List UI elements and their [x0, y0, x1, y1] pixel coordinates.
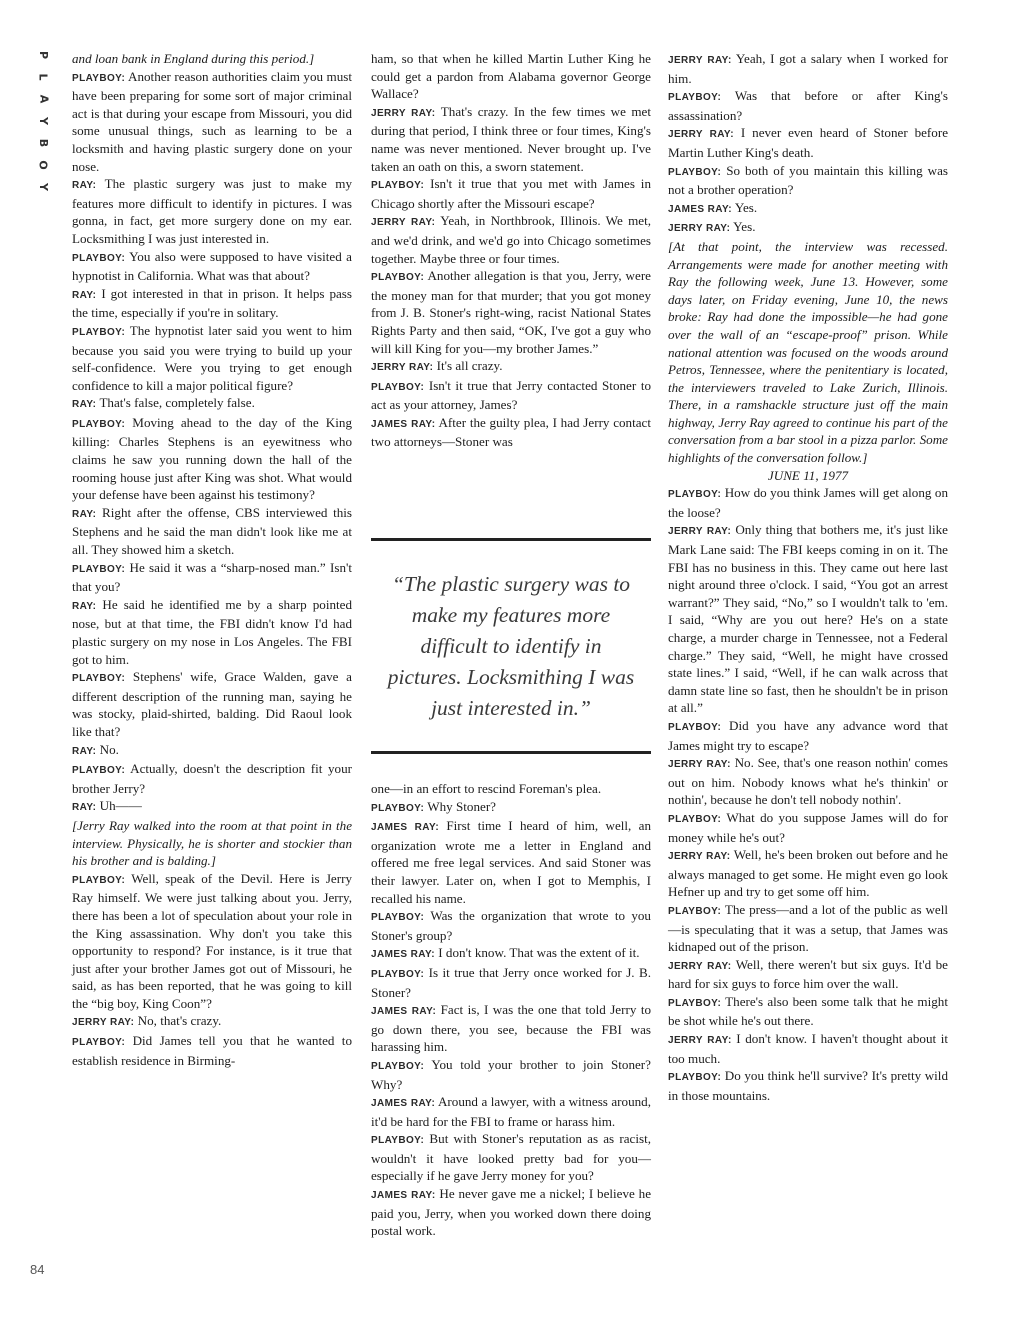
paragraph-text: The hypnotist later said you went to him because you said you were trying to build up your self-confidence. Were you trying to get enough confidence to kill a major political figure?: [72, 322, 353, 393]
paragraph-text: But with Stoner's reputation as as racist, wouldn't it have looked pretty bad for you—especially if he gave Jerry money for you?: [371, 1131, 651, 1184]
paragraph-text: I got interested in that in prison. It helps pass the time, especially if you're in solitary.: [72, 285, 352, 321]
speaker-label: PLAYBOY:: [668, 721, 722, 733]
interview-paragraph: [668, 124, 948, 161]
interview-paragraph: [668, 846, 948, 901]
paragraph-text: What do you suppose James will do for money while he's out?: [668, 809, 948, 845]
paragraph-text: [At that point, the interview was recessed. Arrangements were made for another meeting with Ray the following week, June 13. However, some days later, on Friday evening, June 10, the news broke: Ray had done the impossible—he had gone over the wall of an “escape-proof” prison. While national attention was focused on the woods around Petros, Tennessee, where the penitentiary is located, the interviewers traveled to Lake Zurich, Illinois. There, in a ramshackle structure just off the main highway, Jerry Ray agreed to continue his part of the conversation from a bar stool in a pizza parlor. Some highlights of the conversation follow.]: [668, 238, 948, 466]
spine-letter: Y: [37, 183, 50, 191]
speaker-label: PLAYBOY:: [371, 272, 425, 284]
speaker-label: PLAYBOY:: [668, 92, 722, 104]
interview-paragraph: [371, 944, 651, 964]
speaker-label: PLAYBOY:: [371, 912, 425, 924]
paragraph-text: No, that's crazy.: [137, 1013, 222, 1029]
interview-paragraph: [668, 956, 948, 993]
speaker-label: JERRY RAY:: [371, 362, 434, 374]
speaker-label: JERRY RAY:: [668, 55, 732, 66]
pull-quote: [371, 538, 651, 754]
speaker-label: PLAYBOY:: [72, 252, 126, 264]
interview-paragraph: [72, 1032, 352, 1069]
paragraph-text: Was that before or after King's assassination?: [668, 88, 949, 123]
speaker-label: PLAYBOY:: [371, 802, 425, 814]
speaker-label: PLAYBOY:: [668, 813, 722, 825]
interview-paragraph: [72, 175, 352, 247]
paragraph-text: He said it was a “sharp-nosed man.” Isn't that you?: [72, 559, 352, 595]
interview-paragraph: [668, 717, 948, 754]
paragraph-text: There's also been some talk that he might be shot while he's out there.: [668, 993, 948, 1029]
paragraph-text: After the guilty plea, I had Jerry contact two attorneys—Stoner was: [371, 414, 651, 450]
speaker-label: JAMES RAY:: [371, 418, 436, 430]
interview-paragraph: [72, 414, 352, 504]
paragraph-text: Only thing that bothers me, it's just like Mark Lane said: The FBI keeps coming in on it. The FBI has no business in this. They came out here last night around three o'clock. I said, “You got an arrest warrant?” They said, “No,” so I wouldn't talk to 'em. I said, “Why are you out here? He's on a state charge, a murder charge in Tennessee, not a Federal charge.” They said, “Well, he might have crossed state lines.” I said, “Well, if he can walk across that damn state line so fast, then he shouldn't be in prison at all.”: [668, 522, 948, 716]
interview-paragraph: [72, 1012, 352, 1032]
interview-paragraph: [72, 870, 352, 1013]
spine-letter: B: [36, 138, 50, 148]
speaker-label: RAY:: [72, 289, 97, 301]
paragraph-text: Stephens' wife, Grace Walden, gave a different description of the running man, saying he was stocky, plaid-shirted, balding. Did Raoul look like that?: [72, 669, 352, 739]
paragraph-text: Uh——: [99, 798, 142, 814]
speaker-label: PLAYBOY:: [668, 166, 722, 178]
speaker-label: JAMES RAY:: [371, 949, 436, 961]
paragraph-text: No.: [99, 741, 119, 757]
paragraph-text: So both of you maintain this killing was not a brother operation?: [668, 162, 948, 198]
dateline: [668, 467, 948, 485]
interview-paragraph: [371, 212, 651, 267]
paragraph-text: Did you have any advance word that James might try to escape?: [668, 717, 948, 753]
interview-paragraph: [668, 809, 948, 846]
interview-paragraph: [371, 357, 651, 377]
speaker-label: JERRY RAY:: [668, 960, 732, 972]
interview-paragraph: [371, 907, 651, 944]
speaker-label: RAY:: [72, 508, 97, 520]
speaker-label: RAY:: [72, 745, 97, 757]
speaker-label: JAMES RAY:: [371, 822, 440, 834]
continuation-paragraph: [371, 780, 651, 798]
paragraph-text: Did James tell you that he wanted to establish residence in Birming-: [72, 1033, 352, 1068]
paragraph-text: [Jerry Ray walked into the room at that point in the interview. Physically, he is shorter and stockier than his brother and is balding.]: [72, 817, 352, 869]
interview-paragraph: [72, 504, 352, 559]
paragraph-text: You also were supposed to have visited a hypnotist in California. What was that about?: [72, 248, 352, 284]
interview-paragraph: [371, 414, 651, 451]
speaker-label: PLAYBOY:: [72, 418, 126, 430]
paragraph-text: one—in an effort to rescind Foreman's plea.: [371, 781, 602, 796]
interview-paragraph: [668, 521, 948, 717]
paragraph-text: I never even heard of Stoner before Martin Luther King's death.: [668, 125, 949, 160]
speaker-label: RAY:: [72, 399, 97, 411]
interview-paragraph: [72, 248, 352, 285]
spine-letter: Y: [37, 117, 50, 125]
interview-paragraph: [668, 993, 948, 1030]
interview-paragraph: [72, 760, 352, 797]
interview-paragraph: [668, 1067, 948, 1104]
magazine-spine-label: [32, 44, 54, 198]
interview-paragraph: [371, 377, 651, 414]
text-column-2-continued: [371, 780, 651, 1240]
speaker-label: JAMES RAY:: [668, 203, 733, 215]
paragraph-text: Isn't it true that Jerry contacted Stoner to act as your attorney, James?: [371, 377, 651, 413]
speaker-label: JERRY RAY:: [371, 217, 436, 229]
editorial-note: [72, 817, 352, 870]
speaker-label: JAMES RAY:: [371, 1098, 436, 1110]
speaker-label: PLAYBOY:: [668, 905, 722, 917]
paragraph-text: He said he identified me by a sharp pointed nose, but at that time, the FBI didn't know I'd had plastic surgery on my nose in Los Angeles. The FBI got to him.: [72, 596, 352, 667]
paragraph-text: First time I heard of him, well, an organization wrote me a letter in England and offered me free legal services. And said Stoner was their lawyer. Later on, when I got to Memphis, I recalled his name.: [371, 818, 651, 906]
paragraph-text: I don't know. I haven't thought about it too much.: [668, 1031, 948, 1066]
interview-paragraph: [668, 484, 948, 521]
paragraph-text: Around a lawyer, with a witness around, it'd be hard for the FBI to frame or harass him.: [371, 1094, 651, 1129]
interview-paragraph: [72, 797, 352, 817]
speaker-label: PLAYBOY:: [371, 968, 425, 980]
paragraph-text: That's crazy. In the few times we met during that period, I think three or four times, King's name was never mentioned. Never brought up. I've taken an oath on this, a sworn statement.: [371, 103, 651, 174]
spine-letter: L: [36, 73, 50, 81]
speaker-label: JERRY RAY:: [668, 759, 731, 771]
interview-paragraph: [371, 1056, 651, 1093]
speaker-label: PLAYBOY:: [72, 874, 126, 886]
paragraph-text: You told your brother to join Stoner? Why?: [371, 1056, 651, 1092]
speaker-label: PLAYBOY:: [371, 381, 425, 393]
speaker-label: RAY:: [72, 600, 97, 612]
text-column-2: [371, 50, 651, 451]
paragraph-text: Another allegation is that you, Jerry, were the money man for that murder; that you got money from J. B. Stoner's right-wing, racist National States Rights Party and then said, “OK, I've got a guy who will kill King for you—my brother James.”: [371, 268, 651, 356]
spine-letter: A: [36, 94, 50, 104]
paragraph-text: Yes.: [733, 219, 756, 235]
interview-paragraph: [371, 103, 651, 175]
paragraph-text: Well, he's been broken out before and he always managed to get some. He might even go look Hefner up and try to get some off him.: [668, 847, 948, 900]
paragraph-text: and loan bank in England during this period.]: [72, 51, 315, 66]
speaker-label: PLAYBOY:: [72, 673, 126, 685]
speaker-label: JERRY RAY:: [668, 223, 731, 235]
paragraph-text: Well, there weren't but six guys. It'd be hard for six guys to force him over the wall.: [668, 956, 948, 992]
interview-paragraph: [668, 162, 948, 199]
speaker-label: RAY:: [72, 802, 97, 814]
interview-paragraph: [72, 285, 352, 322]
interview-paragraph: [371, 175, 651, 212]
speaker-label: PLAYBOY:: [72, 326, 126, 338]
speaker-label: JERRY RAY:: [668, 129, 734, 141]
speaker-label: JERRY RAY:: [371, 107, 436, 119]
paragraph-text: Do you think he'll survive? It's pretty wild in those mountains.: [668, 1068, 948, 1103]
text-column-3: [668, 50, 948, 1104]
interview-paragraph: [72, 596, 352, 668]
interview-paragraph: [371, 267, 651, 357]
interview-paragraph: [371, 817, 651, 907]
speaker-label: JAMES RAY:: [371, 1190, 436, 1202]
interview-paragraph: [72, 322, 352, 394]
page-number: 84: [30, 1262, 45, 1277]
speaker-label: JAMES RAY:: [371, 1006, 437, 1018]
interview-paragraph: [668, 218, 948, 238]
interview-paragraph: [371, 964, 651, 1001]
text-column-1: [72, 50, 352, 1069]
speaker-label: PLAYBOY:: [668, 997, 722, 1009]
interview-paragraph: [371, 1001, 651, 1056]
interview-paragraph: [72, 68, 352, 176]
paragraph-text: Is it true that Jerry once worked for J. B. Stoner?: [371, 964, 651, 1000]
speaker-label: JERRY RAY:: [668, 1035, 732, 1047]
editorial-note: [72, 50, 352, 68]
interview-paragraph: [72, 668, 352, 740]
pull-quote-text: “The plastic surgery was to make my features more difficult to identify in pictures. Locksmithing I was just interested in.”: [387, 571, 635, 720]
paragraph-text: He never gave me a nickel; I believe he paid you, Jerry, when you worked down there doing postal work.: [371, 1186, 652, 1239]
paragraph-text: Another reason authorities claim you must have been preparing for some sort of major criminal act is that during your escape from Missouri, you did some unusual things, such as learning to be a locksmith and having plastic surgery done on your nose.: [72, 68, 352, 174]
interview-paragraph: [371, 798, 651, 818]
paragraph-text: Was the organization that wrote to you Stoner's group?: [371, 908, 651, 943]
spine-letter: P: [37, 50, 50, 60]
speaker-label: PLAYBOY:: [72, 765, 126, 777]
interview-paragraph: [72, 394, 352, 414]
paragraph-text: Moving ahead to the day of the King killing: Charles Stephens is an eyewitness who claims he saw you running down the hall of the rooming house just after King was shot. What would your defense have been against his testimony?: [72, 414, 352, 503]
paragraph-text: It's all crazy.: [436, 358, 503, 374]
spine-letter: O: [36, 160, 50, 170]
interview-paragraph: [668, 50, 948, 87]
interview-paragraph: [371, 1185, 651, 1240]
interview-paragraph: [668, 901, 948, 956]
paragraph-text: Yeah, I got a salary when I worked for him.: [668, 51, 948, 86]
interview-paragraph: [72, 559, 352, 596]
paragraph-text: No. See, that's one reason nothin' comes out on him. Nobody knows what he's thinkin' or nothin', because he don't tell nobody nothin'.: [668, 755, 948, 808]
speaker-label: JERRY RAY:: [668, 526, 732, 538]
speaker-label: PLAYBOY:: [72, 72, 126, 84]
speaker-label: PLAYBOY:: [668, 1072, 722, 1084]
interview-paragraph: [72, 741, 352, 761]
paragraph-text: I don't know. That was the extent of it.: [438, 945, 640, 961]
interview-paragraph: [668, 1030, 948, 1067]
continuation-paragraph: [371, 50, 651, 103]
speaker-label: PLAYBOY:: [371, 1135, 425, 1147]
paragraph-text: The press—and a lot of the public as well—is speculating that it was a setup, that James was kidnaped out of the prison.: [668, 901, 948, 955]
paragraph-text: Well, speak of the Devil. Here is Jerry Ray himself. We were just talking about you. Jerry, there has been a lot of speculation about your role in the King assassination. Why don't you take this opportunity to respond? For instance, is it true that just after your brother James got out of Missouri, he said, as has been reported, that he was going to kill the “big boy, King Coon”?: [72, 870, 352, 1011]
paragraph-text: JUNE 11, 1977: [767, 467, 849, 483]
speaker-label: PLAYBOY:: [72, 1037, 126, 1049]
paragraph-text: Actually, doesn't the description fit your brother Jerry?: [72, 761, 352, 796]
speaker-label: PLAYBOY:: [668, 489, 722, 501]
paragraph-text: Isn't it true that you met with James in Chicago shortly after the Missouri escape?: [371, 176, 651, 211]
paragraph-text: Fact is, I was the one that told Jerry to go down there, you see, because the FBI was harassing him.: [371, 1002, 652, 1055]
speaker-label: RAY:: [72, 180, 97, 192]
editorial-note: [668, 238, 948, 467]
speaker-label: JERRY RAY:: [668, 851, 731, 863]
speaker-label: PLAYBOY:: [371, 1060, 425, 1072]
speaker-label: PLAYBOY:: [371, 180, 425, 192]
interview-paragraph: [371, 1130, 651, 1185]
paragraph-text: How do you think James will get along on the loose?: [668, 485, 948, 520]
paragraph-text: Why Stoner?: [427, 798, 496, 814]
interview-paragraph: [371, 1093, 651, 1130]
interview-paragraph: [668, 87, 948, 124]
paragraph-text: The plastic surgery was just to make my features more difficult to identify in pictures. I was gonna, in fact, get more surgery done on my ear. Locksmithing I was just interested in.: [72, 176, 352, 246]
paragraph-text: Yes.: [734, 199, 758, 215]
interview-paragraph: [668, 199, 948, 219]
paragraph-text: ham, so that when he killed Martin Luther King he could get a pardon from Alabama governor George Wallace?: [371, 51, 651, 102]
paragraph-text: Yeah, in Northbrook, Illinois. We met, and we'd drink, and we'd go into Chicago sometimes together. Maybe three or four times.: [371, 213, 651, 266]
interview-paragraph: [668, 754, 948, 809]
speaker-label: JERRY RAY:: [72, 1017, 135, 1029]
paragraph-text: That's false, completely false.: [99, 395, 255, 411]
paragraph-text: Right after the offense, CBS interviewed this Stephens and he said the man didn't look like me at all. They showed him a sketch.: [72, 504, 352, 558]
speaker-label: PLAYBOY:: [72, 563, 126, 575]
